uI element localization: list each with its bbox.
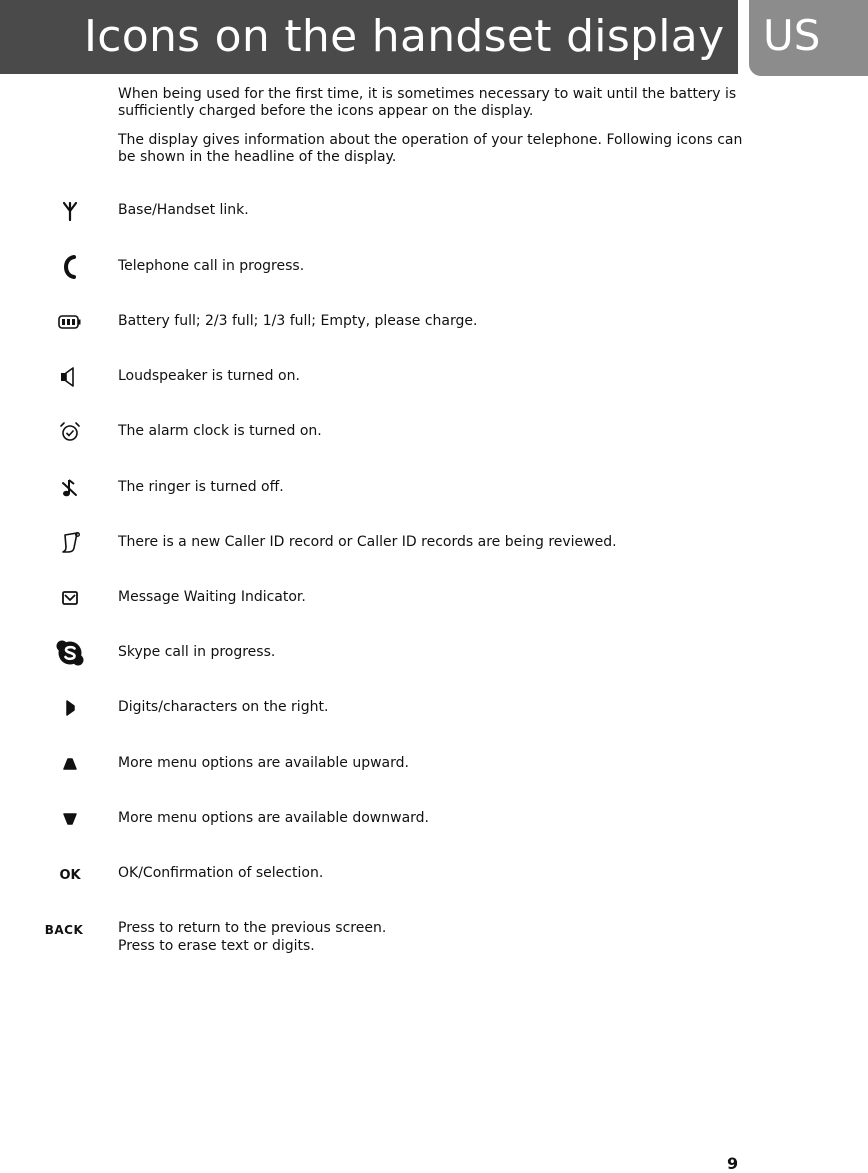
page-number: 9 bbox=[727, 1154, 739, 1173]
skype-icon bbox=[50, 640, 90, 666]
language-tab: US bbox=[749, 0, 868, 76]
envelope-icon bbox=[50, 585, 90, 611]
icon-row-caller-id bbox=[0, 530, 760, 570]
ok-softkey-label: OK bbox=[59, 868, 81, 882]
icon-row-ringer bbox=[0, 475, 760, 515]
icon-row-back bbox=[0, 916, 760, 956]
icon-description: Loudspeaker is turned on. bbox=[118, 368, 300, 384]
icon-row-down bbox=[0, 806, 760, 846]
icon-description: Telephone call in progress. bbox=[118, 258, 305, 274]
arrow-right-icon bbox=[50, 695, 90, 721]
icon-row-ok bbox=[0, 861, 760, 901]
icon-row-call bbox=[0, 254, 760, 294]
icon-row-skype bbox=[0, 640, 760, 680]
icon-description: More menu options are available upward. bbox=[118, 755, 409, 771]
icon-row-up bbox=[0, 751, 760, 791]
ok-softkey-icon bbox=[50, 861, 90, 887]
icon-description: There is a new Caller ID record or Caller ID records are being reviewed. bbox=[118, 534, 617, 550]
icon-description: Base/Handset link. bbox=[118, 202, 249, 218]
intro-paragraph-2: The display gives information about the operation of your telephone. Following icons can be shown in the headline of the display. bbox=[118, 132, 743, 165]
arrow-down-icon bbox=[50, 806, 90, 832]
icon-description: Message Waiting Indicator. bbox=[118, 589, 306, 605]
icon-description: More menu options are available downward. bbox=[118, 810, 430, 826]
back-softkey-label: BACK bbox=[44, 923, 84, 937]
page-title: Icons on the handset display bbox=[0, 0, 738, 74]
intro-paragraph-1: When being used for the first time, it is sometimes necessary to wait until the battery is sufficiently charged before the icons appear on the display. bbox=[118, 86, 737, 119]
arrow-up-icon bbox=[50, 751, 90, 777]
icon-row-alarm bbox=[0, 419, 760, 459]
icon-description: OK/Confirmation of selection. bbox=[118, 865, 324, 881]
icon-description: The ringer is turned off. bbox=[118, 479, 284, 495]
icon-description: The alarm clock is turned on. bbox=[118, 423, 322, 439]
icon-row-battery bbox=[0, 309, 760, 349]
battery-icon bbox=[50, 309, 90, 335]
antenna-icon bbox=[50, 198, 90, 224]
icon-row-right bbox=[0, 695, 760, 735]
icon-row-link bbox=[0, 198, 760, 238]
icon-description: Skype call in progress. bbox=[118, 644, 276, 660]
icon-description: Digits/characters on the right. bbox=[118, 699, 329, 715]
icon-description bbox=[118, 919, 738, 955]
loudspeaker-icon bbox=[50, 364, 90, 390]
icon-description-line-2: Press to erase text or digits. bbox=[118, 938, 315, 954]
ringer-off-icon bbox=[50, 475, 90, 501]
back-softkey-icon bbox=[36, 916, 92, 942]
icon-row-loudspeaker bbox=[0, 364, 760, 404]
icon-row-message bbox=[0, 585, 760, 625]
icon-description-line-1: Press to return to the previous screen. bbox=[118, 920, 387, 936]
alarm-clock-icon bbox=[50, 419, 90, 445]
icon-description: Battery full; 2/3 full; 1/3 full; Empty, please charge. bbox=[118, 313, 478, 329]
caller-id-icon bbox=[50, 530, 90, 556]
phone-handset-icon bbox=[50, 254, 90, 280]
